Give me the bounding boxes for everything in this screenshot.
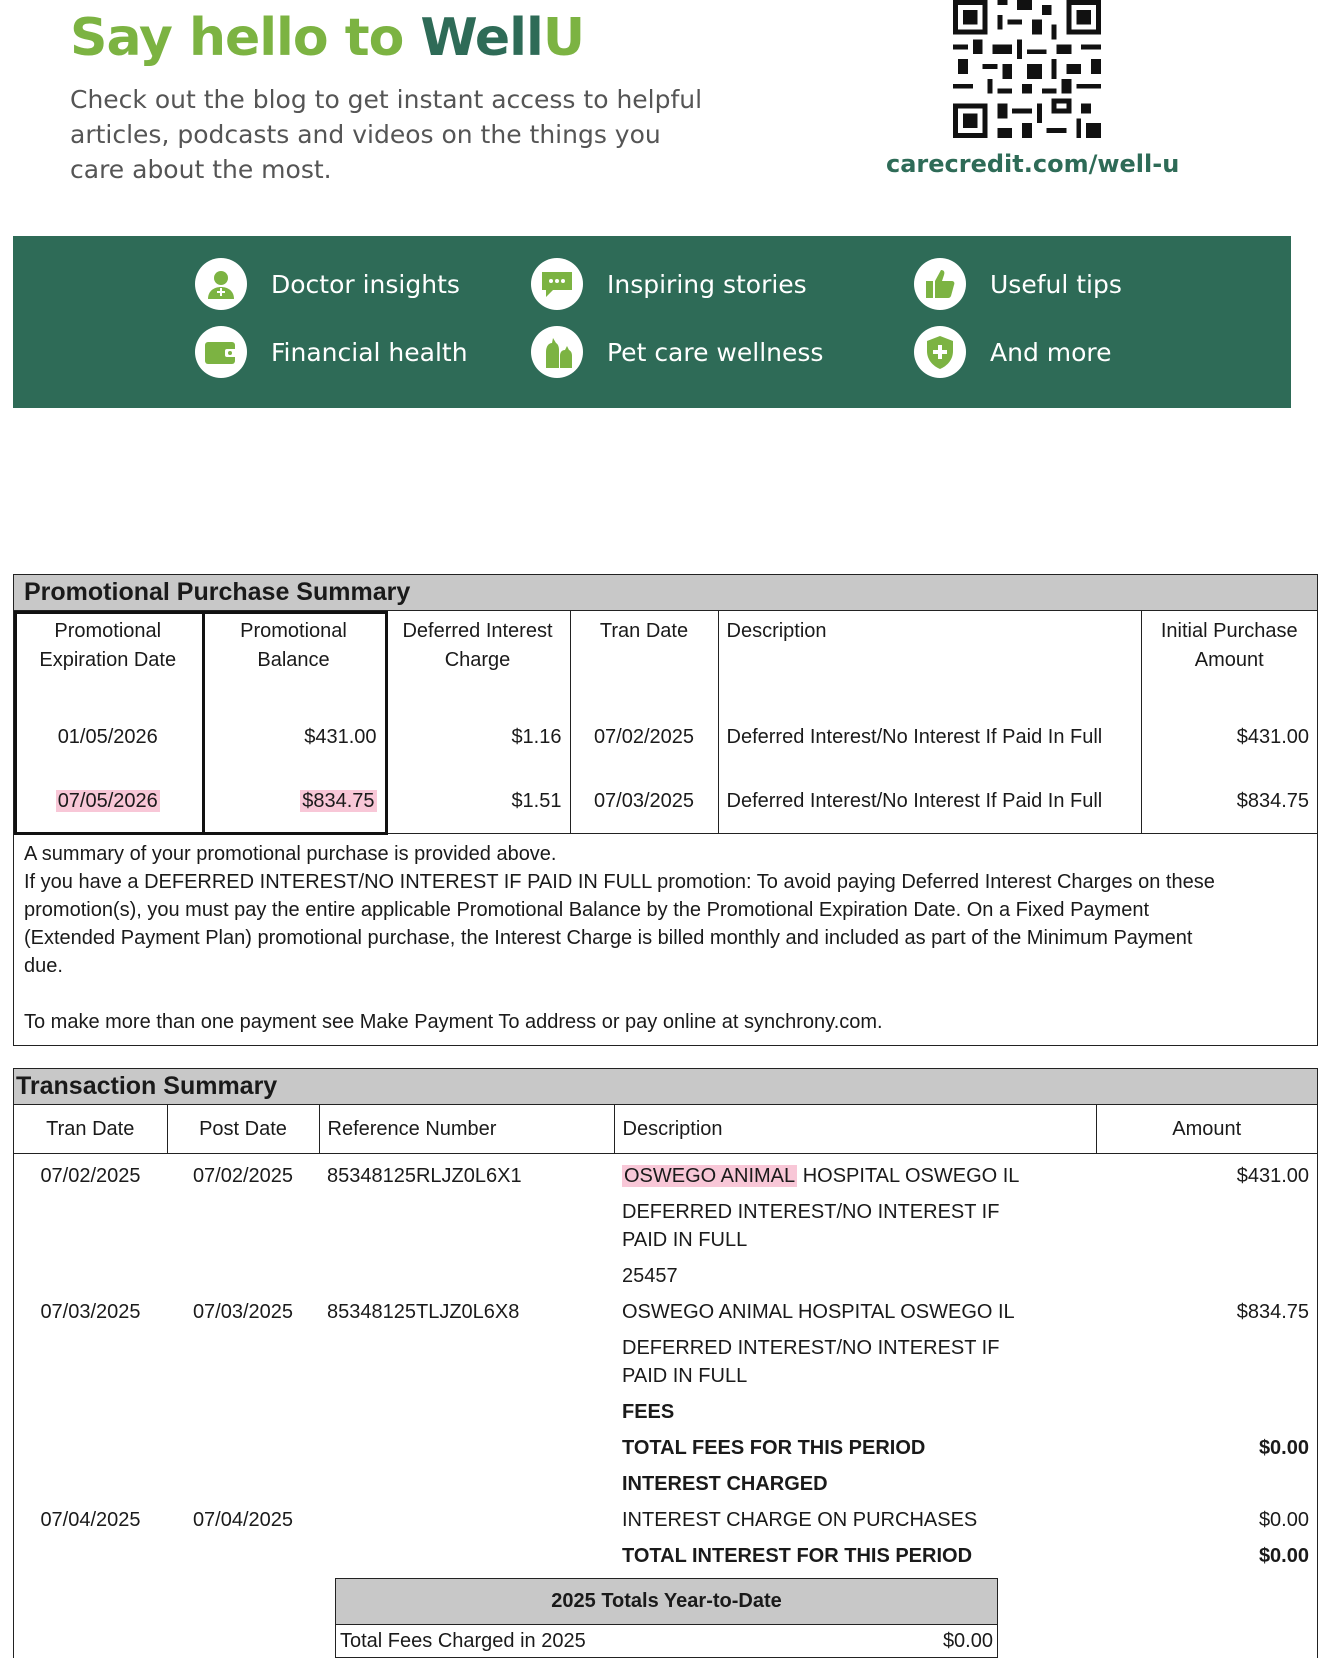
pets-icon [531, 326, 583, 378]
deferred-interest: $1.51 [385, 769, 570, 833]
description: DEFERRED INTEREST/NO INTEREST IF PAID IN FULL [622, 1337, 1000, 1387]
ytd-totals-box [335, 1578, 998, 1658]
note-line: If you have a DEFERRED INTEREST/NO INTEREST IF PAID IN FULL promotion: To avoid paying Deferred Interest Charges on these promotion(s), you must pay the entire applicable Promotional Balance by the Promotional Expiration Date. On a Fixed Payment (Extended Payment Plan) promotional purchase, the Interest Charge is billed monthly and included as part of the Minimum Payment due. [24, 871, 1215, 977]
table-row [14, 1466, 1317, 1502]
txn-table-header [14, 1105, 1317, 1154]
wallet-icon [195, 326, 247, 378]
highlighted-merchant: OSWEGO ANIMAL [624, 1165, 796, 1187]
col-header: Promotional Balance [202, 611, 385, 705]
col-header: Description [614, 1105, 1096, 1154]
feature-label: Pet care wellness [607, 337, 824, 367]
feature-label: Doctor insights [271, 269, 460, 299]
chat-bubble-icon [531, 258, 583, 310]
col-header: Tran Date [570, 611, 718, 705]
table-row [14, 705, 1317, 769]
col-header: Tran Date [14, 1105, 167, 1154]
col-header: Reference Number [319, 1105, 614, 1154]
table-row [14, 1502, 1317, 1538]
feature-financial-health [195, 326, 468, 378]
table-row [14, 1394, 1317, 1430]
section-title: Promotional Purchase Summary [14, 575, 1317, 611]
description: TOTAL FEES FOR THIS PERIOD [622, 1437, 926, 1459]
table-row [14, 1330, 1317, 1394]
col-header: Deferred Interest Charge [385, 611, 570, 705]
promo-note [14, 833, 1317, 1044]
thumbs-up-icon [914, 258, 966, 310]
expiration-date: 07/05/2026 [57, 789, 158, 812]
table-row [14, 1194, 1317, 1258]
feature-doctor-insights [195, 258, 460, 310]
table-row [14, 1538, 1317, 1574]
ytd-row [336, 1625, 997, 1657]
description-rest: HOSPITAL OSWEGO IL [797, 1165, 1020, 1187]
col-header: Description [718, 611, 1141, 705]
promo-balance-cell [202, 769, 385, 833]
feature-label: And more [990, 337, 1112, 367]
post-date: 07/04/2025 [192, 1509, 294, 1531]
col-header: Post Date [167, 1105, 319, 1154]
table-row [14, 769, 1317, 833]
promo-table-header [14, 611, 1317, 705]
note-line: To make more than one payment see Make Payment To address or pay online at synchrony.com. [24, 1011, 883, 1033]
tran-date: 07/02/2025 [570, 705, 718, 769]
col-header: Amount [1096, 1105, 1317, 1154]
fees-heading: FEES [622, 1401, 675, 1423]
post-date: 07/02/2025 [192, 1165, 294, 1187]
feature-pet-care-wellness [531, 326, 823, 378]
note-line: A summary of your promotional purchase is provided above. [24, 843, 557, 865]
col-header: Initial Purchase Amount [1141, 611, 1317, 705]
initial-amount: $834.75 [1141, 769, 1317, 833]
transaction-summary [13, 1068, 1318, 1658]
description: DEFERRED INTEREST/NO INTEREST IF PAID IN FULL [622, 1201, 1000, 1251]
section-title: Transaction Summary [14, 1069, 1317, 1105]
promotional-purchase-summary [13, 574, 1318, 1046]
table-row [14, 1258, 1317, 1294]
expiration-date-cell [14, 769, 202, 833]
brand-well: Well [420, 8, 543, 68]
amount: $0.00 [1258, 1509, 1309, 1531]
brand-u: U [542, 8, 585, 68]
post-date: 07/03/2025 [192, 1301, 294, 1323]
feature-and-more [914, 326, 1112, 378]
transaction-table [14, 1105, 1317, 1574]
promo-description: Check out the blog to get instant access to helpful articles, podcasts and videos on the things you care about the most. [70, 85, 703, 184]
description: TOTAL INTEREST FOR THIS PERIOD [622, 1545, 973, 1567]
description: 25457 [622, 1265, 678, 1287]
tran-date: 07/04/2025 [40, 1509, 141, 1531]
tran-date: 07/03/2025 [570, 769, 718, 833]
interest-heading: INTEREST CHARGED [622, 1473, 828, 1495]
deferred-interest: $1.16 [385, 705, 570, 769]
table-row [14, 1430, 1317, 1466]
tran-date: 07/03/2025 [40, 1301, 141, 1323]
amount: $834.75 [1236, 1301, 1309, 1323]
shield-plus-icon [914, 326, 966, 378]
table-row [14, 1154, 1317, 1195]
table-row [14, 1294, 1317, 1330]
initial-amount: $431.00 [1141, 705, 1317, 769]
doctor-icon [195, 258, 247, 310]
feature-useful-tips [914, 258, 1122, 310]
description: OSWEGO ANIMAL HOSPITAL OSWEGO IL [622, 1301, 1015, 1323]
amount: $0.00 [1258, 1545, 1309, 1567]
ytd-value: $0.00 [942, 1630, 993, 1652]
description: INTEREST CHARGE ON PURCHASES [622, 1509, 978, 1531]
features-banner [13, 236, 1291, 408]
promo-title [70, 8, 584, 68]
qr-code-icon[interactable] [952, 0, 1102, 138]
expiration-date: 01/05/2026 [57, 725, 158, 748]
feature-label: Inspiring stories [607, 269, 807, 299]
ytd-title: 2025 Totals Year-to-Date [336, 1579, 997, 1625]
description: Deferred Interest/No Interest If Paid In Full [718, 705, 1141, 769]
amount: $431.00 [1236, 1165, 1309, 1187]
reference-number: 85348125TLJZ0L6X8 [327, 1301, 520, 1323]
description: Deferred Interest/No Interest If Paid In Full [718, 769, 1141, 833]
promo-balance: $431.00 [202, 705, 385, 769]
reference-number: 85348125RLJZ0L6X1 [327, 1165, 522, 1187]
feature-inspiring-stories [531, 258, 807, 310]
promo-url-link[interactable]: carecredit.com/well-u [886, 150, 1180, 178]
tran-date: 07/02/2025 [40, 1165, 141, 1187]
promo-title-prefix: Say hello to [70, 8, 421, 68]
amount: $0.00 [1258, 1437, 1309, 1459]
promo-table [14, 611, 1317, 833]
feature-label: Financial health [271, 337, 468, 367]
col-header: Promotional Expiration Date [39, 620, 177, 671]
feature-label: Useful tips [990, 269, 1122, 299]
description [614, 1154, 1096, 1195]
ytd-label: Total Fees Charged in 2025 [340, 1630, 586, 1652]
promo-balance: $834.75 [302, 789, 375, 812]
